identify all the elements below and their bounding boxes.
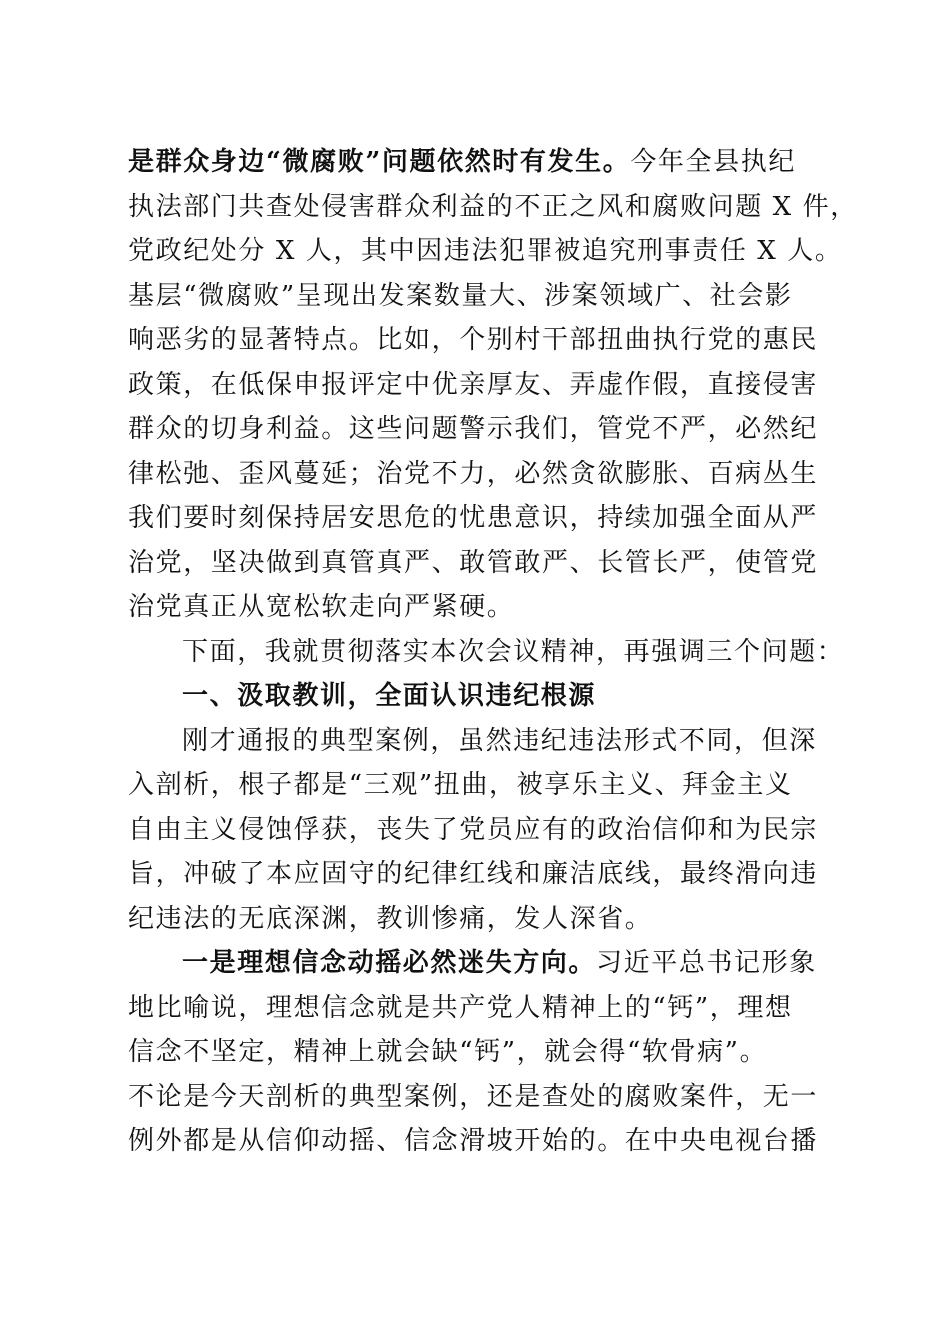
paragraph-line: 群众的切身利益。这些问题警示我们，管党不严，必然纪 (128, 414, 819, 444)
paragraph-line: 旨，冲破了本应固守的纪律红线和廉洁底线，最终滑向违 (128, 859, 819, 889)
line-text: 习近平总书记形象 (596, 948, 817, 978)
paragraph-line: 政策，在低保申报评定中优亲厚友、弄虚作假，直接侵害 (128, 369, 819, 400)
paragraph-line: 刚才通报的典型案例，虽然违纪违法形式不同，但深 (182, 725, 817, 756)
paragraph-line: 下面，我就贯彻落实本次会议精神，再强调三个问题： (182, 636, 845, 667)
paragraph-line: 治党，坚决做到真管真严、敢管敢严、长管长严，使管党 (128, 547, 819, 578)
document-body (128, 140, 858, 1164)
paragraph-line: 治党真正从宽松软走向严紧硬。 (128, 592, 515, 622)
paragraph-line: 党政纪处分 X 人，其中因违法犯罪被追究刑事责任 X 人。 (128, 236, 843, 266)
paragraph-line: 自由主义侵蚀俘获，丧失了党员应有的政治信仰和为民宗 (128, 814, 819, 845)
paragraph-line: 地比喻说，理想信念就是共产党人精神上的“钙”，理想 (128, 992, 793, 1023)
paragraph-line: 执法部门共查处侵害群众利益的不正之风和腐败问题 X 件， (128, 191, 858, 222)
paragraph-line: 响恶劣的显著特点。比如，个别村干部扭曲执行党的惠民 (128, 325, 819, 355)
line-text: 今年全县执纪 (630, 147, 796, 177)
paragraph-line: 例外都是从信仰动摇、信念滑坡开始的。在中央电视台播 (128, 1126, 819, 1156)
paragraph-line: 我们要时刻保持居安思危的忧患意识，持续加强全面从严 (128, 503, 819, 533)
paragraph-line (128, 140, 828, 185)
bold-lead-phrase: 一是理想信念动摇必然迷失方向。 (182, 948, 597, 978)
paragraph-line: 信念不坚定，精神上就会缺“钙”，就会得“软骨病”。 (128, 1037, 768, 1067)
paragraph-line: 不论是今天剖析的典型案例，还是查处的腐败案件，无一 (128, 1081, 819, 1112)
paragraph-line: 律松弛、歪风蔓延；治党不力，必然贪欲膨胀、百病丛生 (128, 458, 819, 489)
paragraph-line (128, 941, 828, 986)
section-heading: 一、汲取教训，全面认识违纪根源 (182, 681, 597, 711)
paragraph-line: 纪违法的无底深渊，教训惨痛，发人深省。 (128, 903, 653, 934)
paragraph-line: 入剖析，根子都是“三观”扭曲，被享乐主义、拜金主义 (128, 770, 793, 800)
paragraph-line: 基层“微腐败”呈现出发案数量大、涉案领域广、社会影 (128, 280, 793, 311)
bold-lead-phrase: 是群众身边“微腐败”问题依然时有发生。 (128, 147, 631, 177)
